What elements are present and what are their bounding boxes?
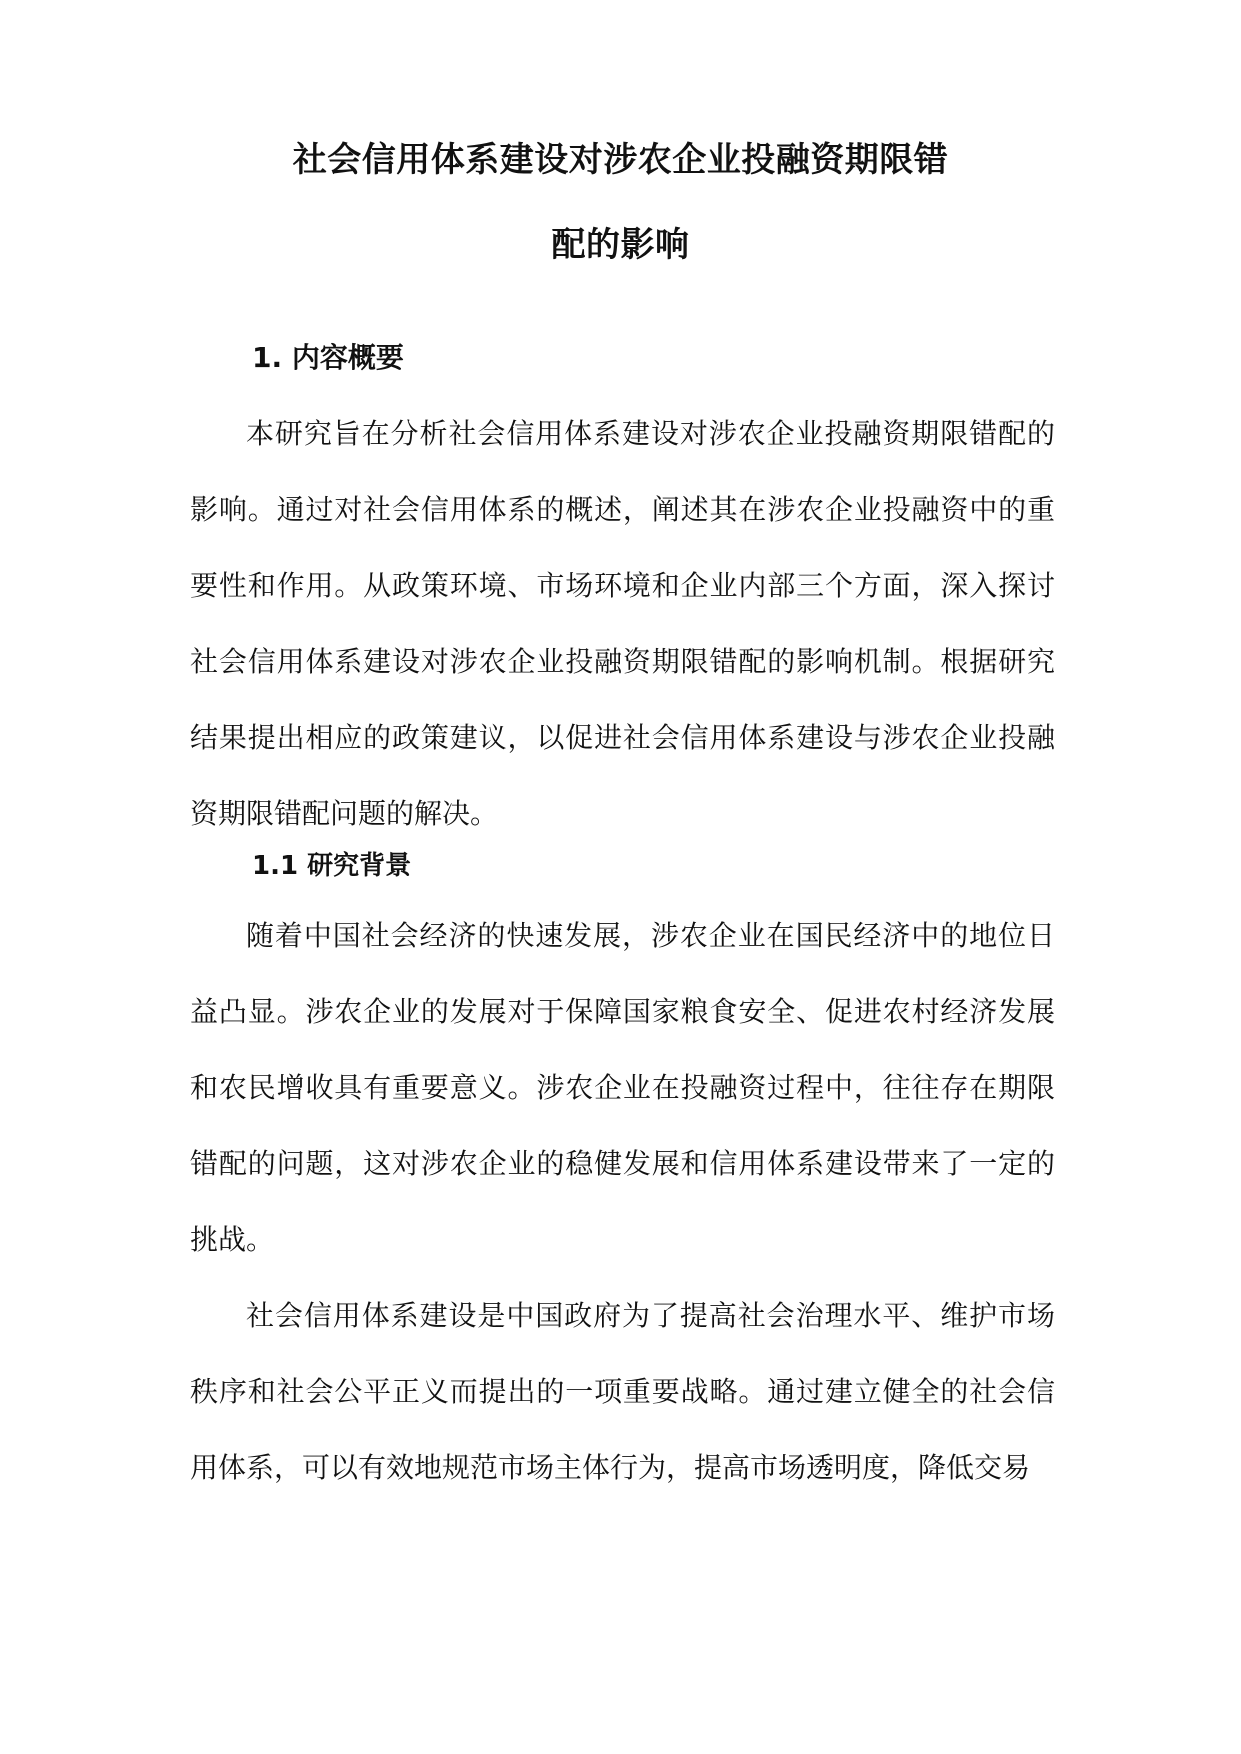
paragraph-content-overview: 本研究旨在分析社会信用体系建设对涉农企业投融资期限错配的影响。通过对社会信用体系的概述，阐述其在涉农企业投融资中的重要性和作用。从政策环境、市场环境和企业内部三个方面，深入探讨社会信用体系建设对涉农企业投融资期限错配的影响机制。根据研究结果提出相应的政策建议，以促进社会信用体系建设与涉农企业投融资期限错配问题的解决。	[190, 417, 1055, 830]
document-title-line-1: 社会信用体系建设对涉农企业投融资期限错	[292, 140, 949, 180]
paragraph-research-background-2: 社会信用体系建设是中国政府为了提高社会治理水平、维护市场秩序和社会公平正义而提出的一项重要战略。通过建立健全的社会信用体系，可以有效地规范市场主体行为，提高市场透明度，降低交易	[190, 1299, 1055, 1484]
paragraph-research-background-1: 随着中国社会经济的快速发展，涉农企业在国民经济中的地位日益凸显。涉农企业的发展对于保障国家粮食安全、促进农村经济发展和农民增收具有重要意义。涉农企业在投融资过程中，往往存在期限错配的问题，这对涉农企业的稳健发展和信用体系建设带来了一定的挑战。	[190, 919, 1055, 1256]
document-title-line-2: 配的影响	[551, 225, 690, 265]
section-heading-research-background: 1.1 研究背景	[252, 851, 412, 881]
section-heading-content-overview: 1. 内容概要	[252, 341, 404, 374]
